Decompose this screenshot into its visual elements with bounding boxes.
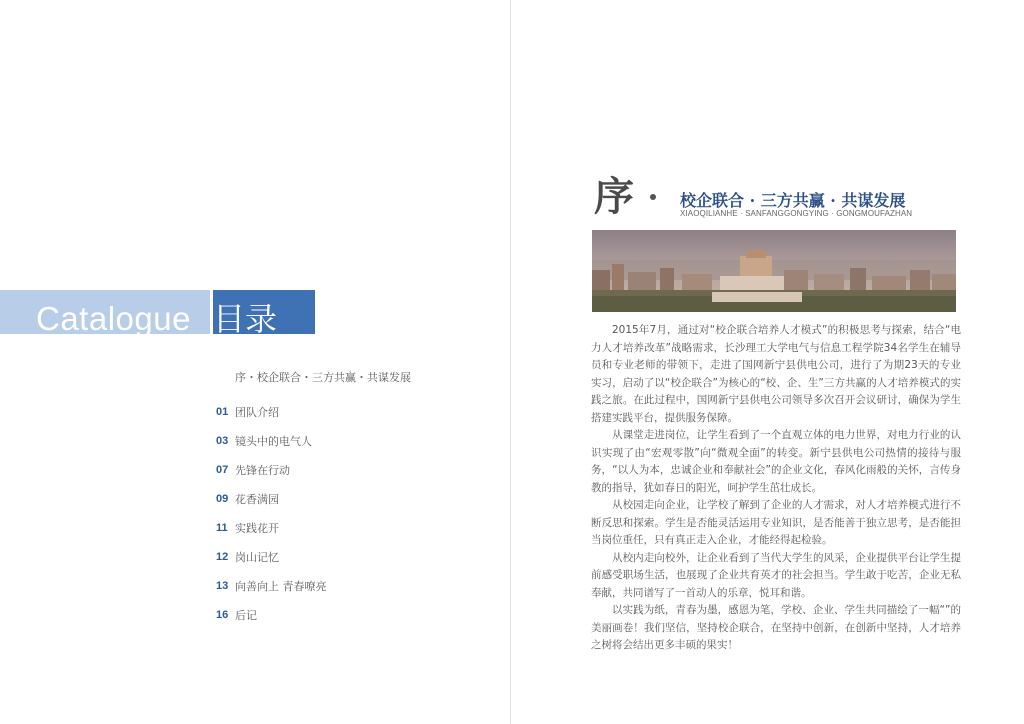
article-paragraph: 从校园走向企业，让学校了解到了企业的人才需求，对人才培养模式进行不断反思和探索。学生是否能灵活运用专业知识，是否能善于独立思考，是否能担当岗位重任，只有真正走入企业，才能经得起检验。: [591, 499, 961, 546]
toc-item-number: 16: [216, 608, 229, 621]
campus-photo: [592, 230, 956, 312]
toc-item-title: 岗山记忆: [235, 550, 279, 564]
toc-item-number: 03: [216, 434, 229, 447]
catalogue-title-en: Catalogue: [36, 300, 191, 337]
toc-item-number: 01: [216, 405, 229, 418]
toc-item[interactable]: [216, 542, 327, 571]
preface-big-character: 序: [594, 173, 634, 220]
toc-item-title: 团队介绍: [235, 405, 279, 419]
left-page: [0, 0, 511, 724]
article-paragraph: 以实践为纸，青春为墨，感恩为笔，学校、企业、学生共同描绘了一幅“”的美丽画卷！我们坚信，坚持校企联合，在坚持中创新，在创新中坚持，人才培养之树将会结出更多丰硕的果实！: [591, 604, 961, 651]
toc-item[interactable]: [216, 455, 327, 484]
toc-item[interactable]: [216, 513, 327, 542]
table-of-contents: [216, 397, 327, 629]
toc-item-number: 13: [216, 579, 229, 592]
toc-item[interactable]: [216, 571, 327, 600]
toc-item-title: 实践花开: [235, 521, 279, 535]
toc-item[interactable]: [216, 484, 327, 513]
toc-item[interactable]: [216, 600, 327, 629]
article-body: [591, 322, 961, 655]
article-heading: 校企联合 · 三方共赢 · 共谋发展: [680, 191, 906, 210]
page-spine-divider: [510, 0, 511, 724]
toc-item-number: 07: [216, 463, 229, 476]
toc-item-title: 后记: [235, 608, 257, 622]
toc-item-title: 先锋在行动: [235, 463, 290, 477]
article-heading-pinyin: XIAOQILIANHE · SANFANGGONGYING · GONGMOUFAZHAN: [680, 209, 913, 218]
toc-item-number: 09: [216, 492, 229, 505]
toc-item-title: 向善向上 青春嘹亮: [235, 579, 327, 593]
toc-item-number: 11: [216, 521, 228, 534]
toc-item-number: 12: [216, 550, 229, 563]
toc-item-title: 镜头中的电气人: [235, 434, 312, 448]
toc-item[interactable]: [216, 397, 327, 426]
toc-preface-entry[interactable]: 序・校企联合・三方共赢・共谋发展: [235, 371, 411, 384]
article-paragraph: 从课堂走进岗位，让学生看到了一个直观立体的电力世界，对电力行业的认识实现了由“宏观零散”向“微观全面”的转变。新宁县供电公司热情的接待与服务，“以人为本，忠诚企业和奉献社会”的企业文化，春风化雨般的关怀，言传身教的指导，犹如春日的阳光，呵护学生茁壮成长。: [591, 429, 961, 494]
article-paragraph: 2015年7月，通过对“校企联合培养人才模式”的积极思考与探索，结合“电力人才培养改革”战略需求，长沙理工大学电气与信息工程学院34名学生在辅导员和专业老师的带领下，走进了国网新宁县供电公司，进行了为期23天的专业实习，启动了以“校企联合”为核心的“校、企、生”三方共赢的人才培养模式的实践之旅。在此过程中，国网新宁县供电公司领导多次召开会议研讨，确保为学生搭建实践平台，提供服务保障。: [591, 324, 961, 424]
catalogue-title-zh: 目录: [213, 300, 278, 338]
heading-dot: [650, 194, 656, 200]
toc-item-title: 花香满园: [235, 492, 279, 506]
toc-item[interactable]: [216, 426, 327, 455]
article-paragraph: 从校内走向校外，让企业看到了当代大学生的风采，企业提供平台让学生提前感受职场生活，也展现了企业共育英才的社会担当。学生敢于吃苦，企业无私奉献，共同谱写了一首动人的乐章，悦耳和谐。: [591, 551, 961, 599]
